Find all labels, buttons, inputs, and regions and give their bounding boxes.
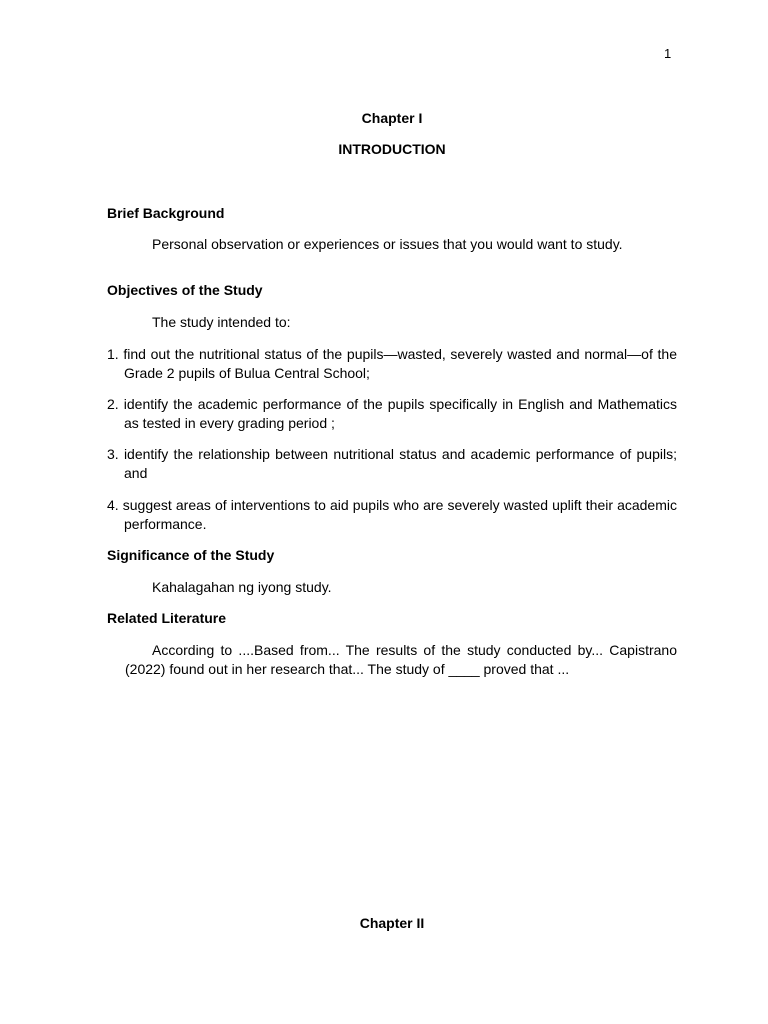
chapter-title: Chapter I bbox=[361, 110, 423, 126]
objectives-heading: Objectives of the Study bbox=[107, 282, 263, 298]
objective-item-2: 2. identify the academic performance of the pupils specifically in English and Mathematics as tested in every grading period ; bbox=[107, 396, 677, 431]
chapter-subtitle: INTRODUCTION bbox=[338, 141, 446, 157]
objectives-intro: The study intended to: bbox=[152, 314, 291, 330]
significance-heading: Significance of the Study bbox=[107, 547, 275, 563]
significance-text: Kahalagahan ng iyong study. bbox=[152, 579, 332, 595]
next-chapter-title: Chapter II bbox=[359, 915, 425, 931]
objective-item-1: 1. find out the nutritional status of the pupils—wasted, severely wasted and normal—of the Grade 2 pupils of Bulua Central School; bbox=[107, 346, 677, 381]
related-literature-text: According to ....Based from... The results of the study conducted by... Capistrano (2022) found out in her research that... The study of ____ proved that ... bbox=[125, 642, 677, 677]
brief-background-text: Personal observation or experiences or issues that you would want to study. bbox=[152, 236, 623, 252]
brief-background-heading: Brief Background bbox=[107, 205, 225, 221]
objective-item-3: 3. identify the relationship between nutritional status and academic performance of pupils; and bbox=[107, 446, 677, 481]
page-number: 1 bbox=[664, 46, 672, 61]
objective-item-4: 4. suggest areas of interventions to aid pupils who are severely wasted uplift their academic performance. bbox=[107, 497, 677, 532]
related-literature-heading: Related Literature bbox=[107, 610, 227, 626]
